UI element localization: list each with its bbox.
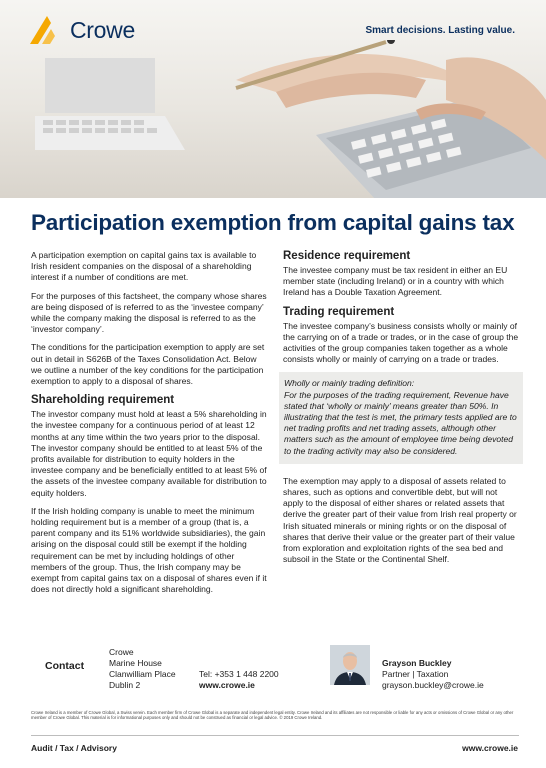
address-line: Clanwilliam Place: [109, 669, 176, 679]
footer-divider: [31, 735, 519, 736]
trading-paragraph: The investee company’s business consists wholly or mainly of the carrying on of a trade or trades, or in the case of group the activities of the group companies taken together as a whole consists wholly or mainly of carrying on a trade or trades.: [283, 320, 519, 365]
left-column: [31, 250, 267, 602]
contact-phone-web: [199, 669, 279, 691]
contact-section: [0, 633, 546, 703]
shareholding-heading: Shareholding requirement: [31, 394, 175, 407]
avatar: [330, 645, 370, 685]
crowe-chevron-logo-icon: [30, 14, 64, 46]
person-name: Grayson Buckley: [382, 658, 452, 668]
exemption-paragraph: The exemption may apply to a disposal of assets related to shares, such as options and convertible debt, but will not apply to the disposal of either shares or related assets that derive the greater part of their value from Irish real property or Irish situated minerals or mining rights or on the disposal of shares that derive their value or the greater part of their value from exploration and exploitation rights of the sea bed and subsoil in the State or the Continental Shelf.: [283, 475, 517, 565]
contact-label: Contact: [45, 660, 85, 672]
person-role: Partner | Taxation: [382, 669, 449, 679]
page-title: Participation exemption from capital gains tax: [31, 210, 515, 235]
intro-paragraph: A participation exemption on capital gains tax is available to Irish resident companies on the disposal of a shareholding interest if a number of conditions are met.: [31, 250, 257, 283]
group-paragraph: If the Irish holding company is unable to meet the minimum holding requirement but is a member of a group (that is, a parent company and its 51% worldwide subsidiaries), the gain arising on the disposal could still be exempt if the holding requirement can be met by including holdings of other members of the group. Thus, the Irish company may be exempt from capital gains tax on a disposal of shares even if it does not directly hold a significant shareholding.: [31, 505, 267, 595]
residence-paragraph: The investee company must be tax resident in either an EU member state (including Ireland) or in a country with which Ireland has a Double Taxation Agreement.: [283, 265, 508, 298]
footer-website-link[interactable]: www.crowe.ie: [462, 743, 518, 753]
hero-banner: [0, 0, 546, 198]
website-link[interactable]: www.crowe.ie: [199, 680, 255, 690]
person-photo-icon: [330, 645, 370, 685]
residence-heading: Residence requirement: [283, 250, 411, 262]
calculator-and-laptop-photo-icon: [86, 40, 546, 198]
person-email[interactable]: grayson.buckley@crowe.ie: [382, 680, 484, 690]
address-line: Marine House: [109, 658, 162, 668]
trading-definition-callout: [279, 372, 523, 463]
callout-text: For the purposes of the trading requirement, Revenue have stated that ‘wholly or mainly’ means greater than 50%. In illustrating that the test is met, the primary tests applied are to net trading profits and net trading assets, although other matters such as the amount of employee time being devoted to the trading activity may also be considered.: [284, 389, 517, 456]
address-line: Dublin 2: [109, 680, 141, 690]
contact-address: [109, 647, 176, 691]
brand-tagline: Smart decisions. Lasting value.: [365, 25, 515, 36]
legal-disclaimer: Crowe Ireland is a member of Crowe Global, a Swiss verein. Each member firm of Crowe Global is a separate and independent legal entity. Crowe Ireland and its affiliates are not responsible or liable for any acts or omissions of Crowe Global or any other member of Crowe Global. This material is for informational purposes only and should not be construed as financial or legal advice. © 2019 Crowe Ireland.: [31, 710, 514, 721]
contact-person: [382, 658, 484, 691]
definitions-paragraph: For the purposes of this factsheet, the company whose shares are being disposed of is referred to as the ‘investee company’ while the company making the disposal is referred to as the ‘investor company’.: [31, 290, 267, 335]
conditions-paragraph: The conditions for the participation exemption to apply are set out in detail in S626B of the Taxes Consolidation Act. Below we outline a number of the key conditions for the participation exemption to apply to a disposal of shares.: [31, 342, 265, 387]
address-line: Crowe: [109, 647, 134, 657]
callout-heading: Wholly or mainly trading definition:: [284, 378, 415, 389]
brand-name: Crowe: [70, 16, 135, 43]
right-column: [283, 250, 519, 572]
trading-heading: Trading requirement: [283, 305, 395, 318]
shareholding-paragraph: The investor company must hold at least a 5% shareholding in the investee company for a continuous period of at least 12 months at any time within the two years prior to the disposal. The investor company should be entitled to at least 5% of the profits available for distribution to equity holders in the investee company and be beneficially entitled to at least 5% of the assets of the investee company available for distribution to equity holders.: [31, 409, 267, 498]
phone-number[interactable]: Tel: +353 1 448 2200: [199, 669, 279, 679]
footer-services: Audit / Tax / Advisory: [31, 743, 117, 753]
